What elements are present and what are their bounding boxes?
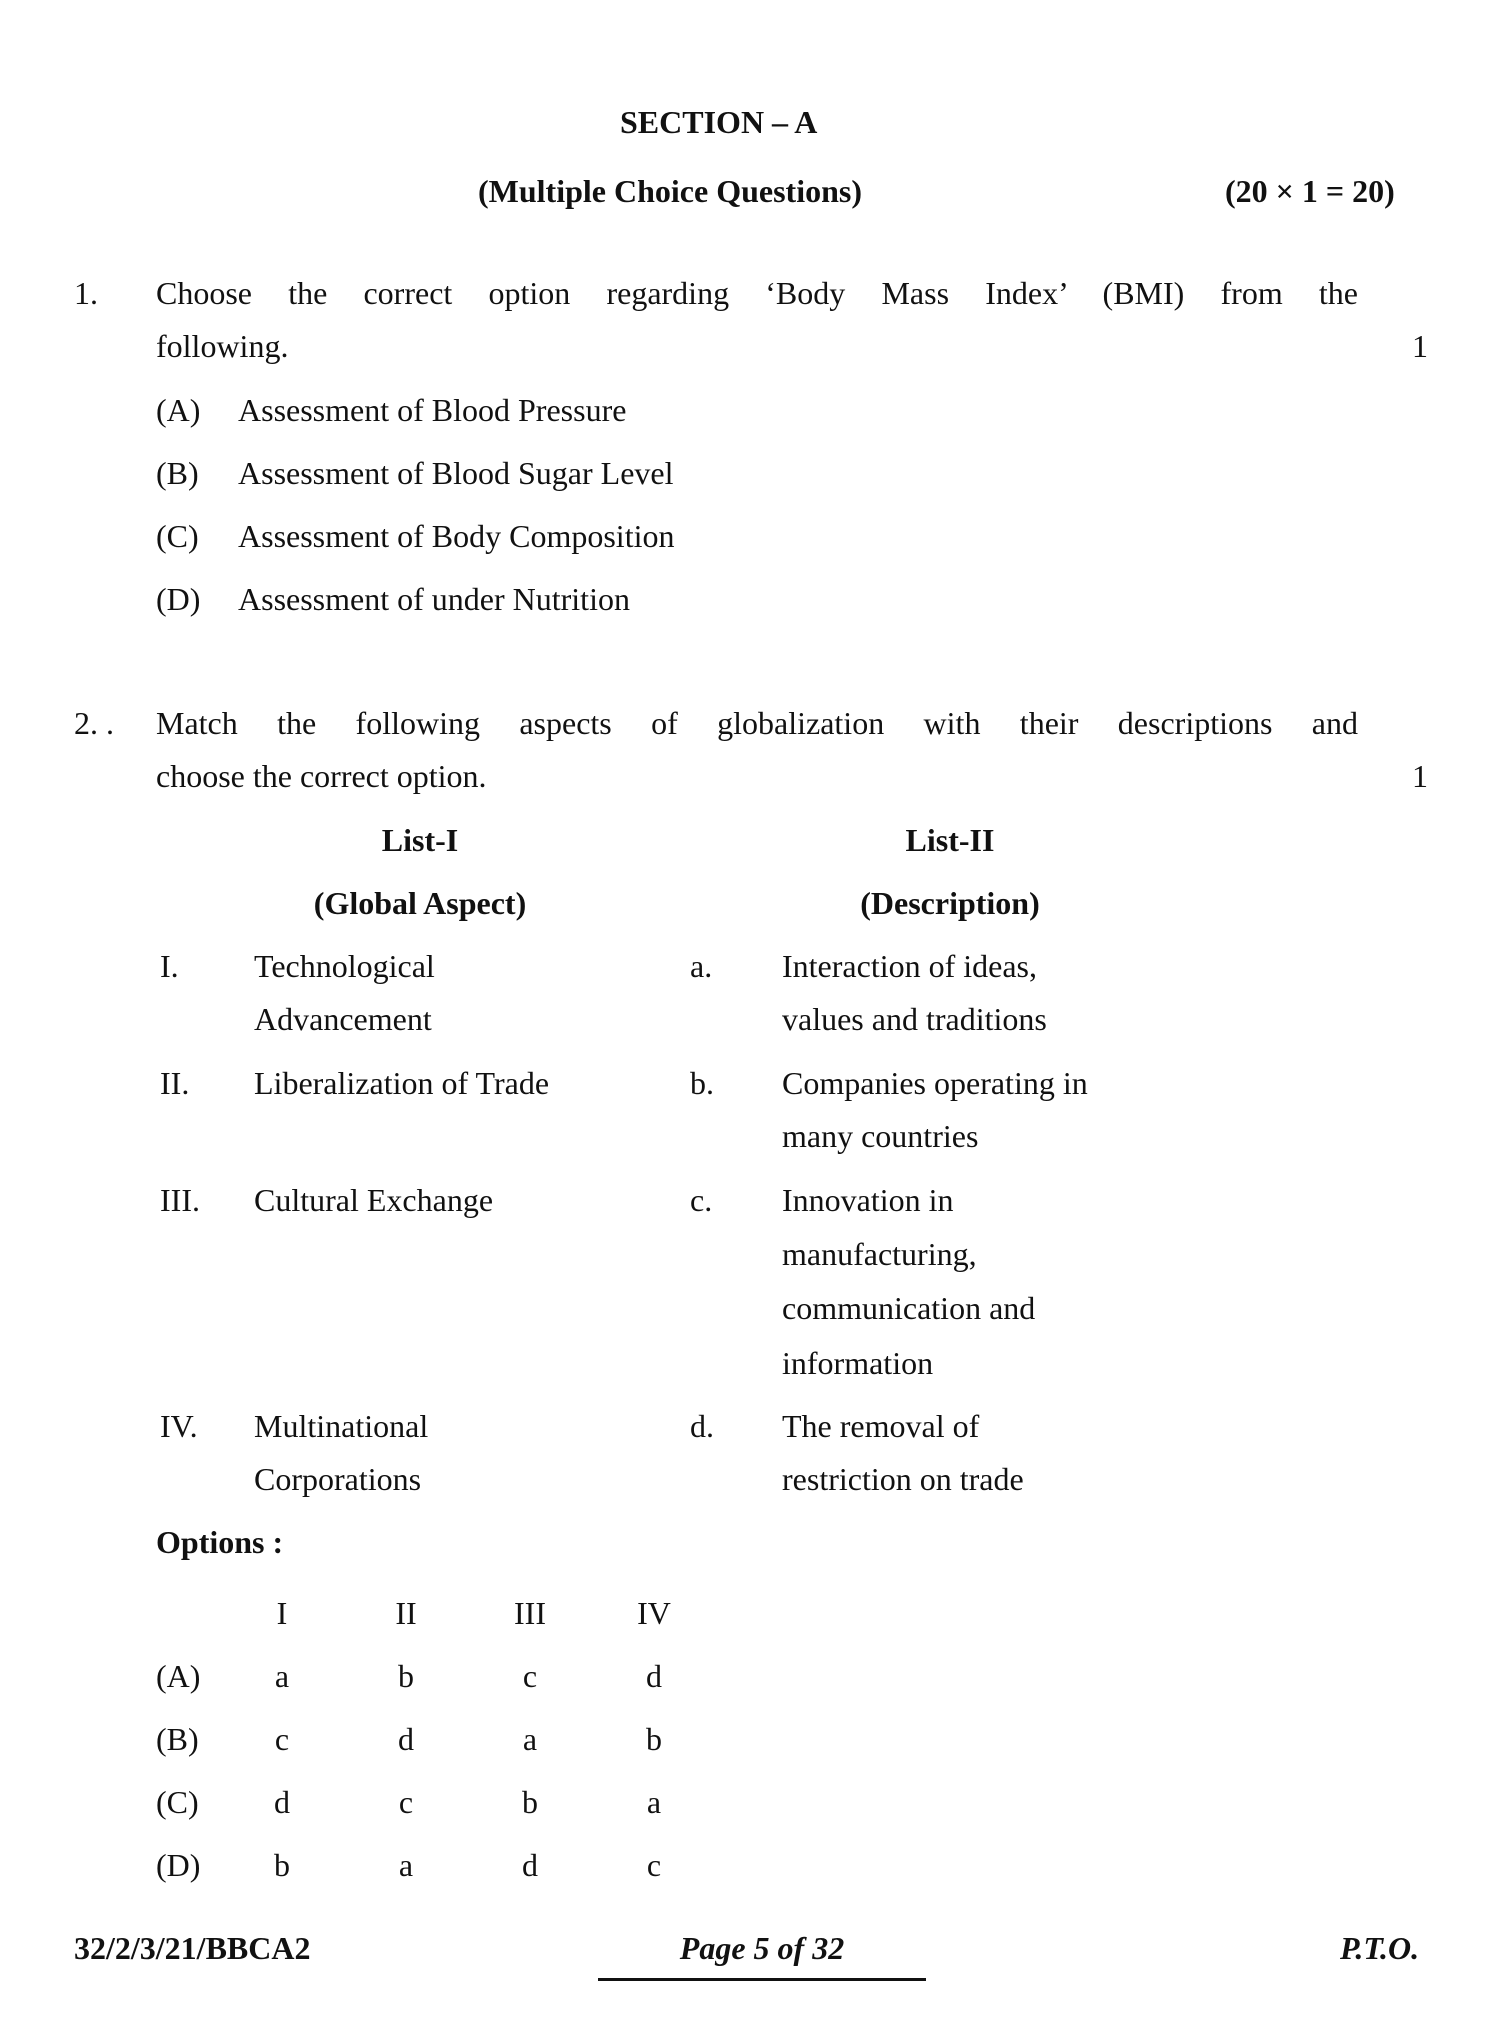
list-2-item-d-line2: restriction on trade (782, 1461, 1024, 1497)
options-header-cell: III (514, 1595, 546, 1631)
options-heading: Options : (156, 1524, 284, 1560)
option-cell: a (274, 1658, 290, 1694)
option-cell: b (646, 1721, 662, 1757)
option-cell: d (274, 1784, 290, 1820)
option-cell: a (646, 1784, 662, 1820)
options-header-row (156, 1582, 716, 1645)
list-2-item-d-letter: d. (690, 1408, 714, 1444)
option-row-a (156, 1645, 716, 1708)
list-1-item-3-number: III. (160, 1182, 200, 1218)
options-header-blank (156, 1582, 220, 1645)
list-2-heading: List-II (905, 822, 995, 858)
list-1-heading: List-I (381, 822, 459, 858)
option-cell: b (522, 1784, 538, 1820)
question-1-number: 1. (74, 275, 98, 311)
question-1-marks: 1 (1412, 328, 1428, 364)
list-2-item-a-line1: Interaction of ideas, (782, 948, 1037, 984)
footer-page-underline (598, 1978, 926, 1981)
option-cell: c (398, 1784, 414, 1820)
option-cell: b (398, 1658, 414, 1694)
option-row-d (156, 1834, 716, 1897)
list-1-item-2-line1: Liberalization of Trade (254, 1065, 550, 1101)
q1-option-c-text: Assessment of Body Composition (238, 518, 675, 554)
options-header-cell: II (395, 1595, 417, 1631)
option-cell: d (646, 1658, 662, 1694)
list-2-item-b-letter: b. (690, 1065, 714, 1101)
options-header-cell: I (276, 1595, 288, 1631)
options-header-cell: IV (637, 1595, 671, 1631)
question-2-marks: 1 (1412, 758, 1428, 794)
list-2-item-a-line2: values and traditions (782, 1001, 1047, 1037)
option-label: (D) (156, 1847, 201, 1883)
list-1-item-1-line2: Advancement (254, 1001, 432, 1037)
list-2-item-c-line2: manufacturing, (782, 1236, 977, 1272)
question-2-text-line2: choose the correct option. (156, 758, 487, 794)
list-1-item-1-number: I. (160, 948, 179, 984)
footer-pto: P.T.O. (1340, 1930, 1420, 1966)
section-subtitle: (Multiple Choice Questions) (478, 173, 862, 209)
q1-option-a-label: (A) (156, 392, 201, 428)
list-1-subheading: (Global Aspect) (313, 885, 527, 921)
list-2-item-a-letter: a. (690, 948, 713, 984)
footer-page-number: Page 5 of 32 (679, 1930, 845, 1966)
question-2-number: 2. . (74, 705, 114, 741)
question-2-text-line1: Match the following aspects of globalization with their descriptions and (156, 705, 1358, 741)
list-1-item-4-line1: Multinational (254, 1408, 429, 1444)
list-1-item-4-line2: Corporations (254, 1461, 422, 1497)
q1-option-d-text: Assessment of under Nutrition (238, 581, 630, 617)
option-cell: b (274, 1847, 290, 1883)
option-label: (C) (156, 1784, 199, 1820)
list-2-item-c-letter: c. (690, 1182, 713, 1218)
option-row-b (156, 1708, 716, 1771)
section-marks: (20 × 1 = 20) (1225, 173, 1395, 209)
list-2-subheading: (Description) (860, 885, 1040, 921)
q1-option-b-label: (B) (156, 455, 199, 491)
option-cell: d (522, 1847, 538, 1883)
option-cell: c (522, 1658, 538, 1694)
list-2-item-c-line3: communication and (782, 1290, 1036, 1326)
option-label: (B) (156, 1721, 199, 1757)
list-2-item-b-line2: many countries (782, 1118, 979, 1154)
list-1-item-1-line1: Technological (254, 948, 435, 984)
option-cell: a (398, 1847, 414, 1883)
option-cell: c (274, 1721, 290, 1757)
q1-option-a-text: Assessment of Blood Pressure (238, 392, 627, 428)
option-label: (A) (156, 1658, 201, 1694)
list-2-item-c-line4: information (782, 1345, 934, 1381)
q1-option-c-label: (C) (156, 518, 199, 554)
options-table (156, 1582, 716, 1897)
question-1-text-line1: Choose the correct option regarding ‘Body Mass Index’ (BMI) from the (156, 275, 1358, 311)
footer-paper-code: 32/2/3/21/BBCA2 (74, 1930, 311, 1966)
option-cell: a (522, 1721, 538, 1757)
q1-option-b-text: Assessment of Blood Sugar Level (238, 455, 674, 491)
question-1-text-line2: following. (156, 328, 289, 364)
option-cell: d (398, 1721, 414, 1757)
list-2-item-b-line1: Companies operating in (782, 1065, 1088, 1101)
list-2-item-c-line1: Innovation in (782, 1182, 954, 1218)
list-1-item-3-line1: Cultural Exchange (254, 1182, 494, 1218)
list-1-item-2-number: II. (160, 1065, 190, 1101)
option-row-c (156, 1771, 716, 1834)
list-1-item-4-number: IV. (160, 1408, 198, 1444)
q1-option-d-label: (D) (156, 581, 201, 617)
section-title: SECTION – A (620, 104, 818, 140)
option-cell: c (646, 1847, 662, 1883)
list-2-item-d-line1: The removal of (782, 1408, 980, 1444)
